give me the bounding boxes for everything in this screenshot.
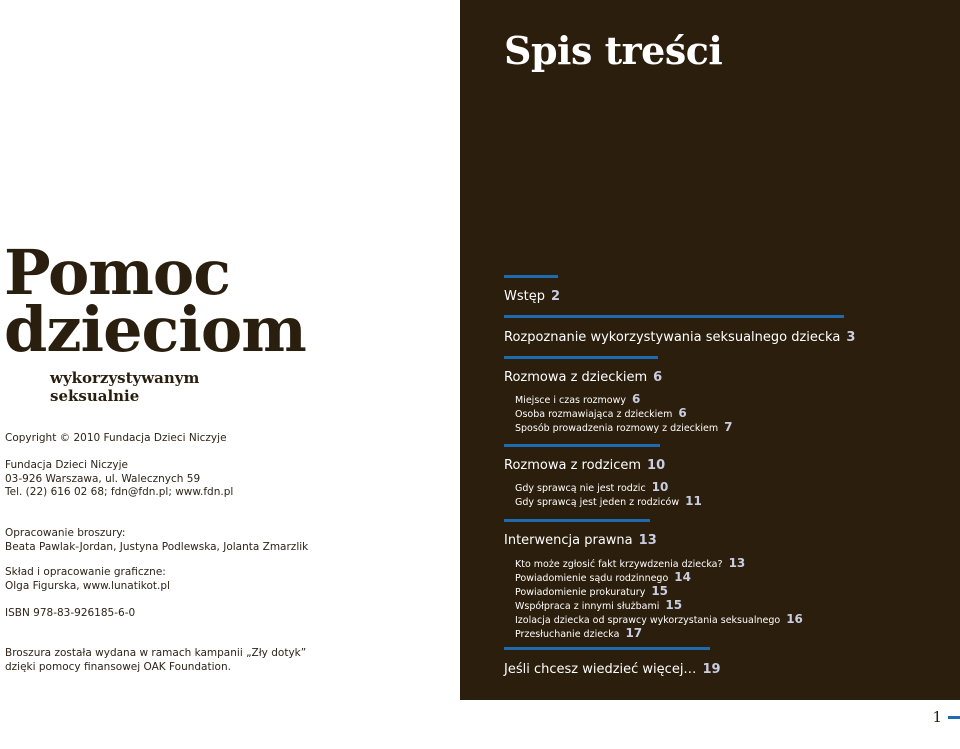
funding-line-2: dzięki pomocy finansowej OAK Foundation. xyxy=(5,660,231,673)
toc-entry-title: Jeśli chcesz wiedzieć więcej… xyxy=(504,662,697,677)
toc-subentry-page: 7 xyxy=(724,420,733,434)
authors-block xyxy=(5,527,308,554)
toc-subentry[interactable] xyxy=(515,392,640,406)
toc-subentry-page: 15 xyxy=(651,584,669,598)
section-rule xyxy=(504,519,650,522)
publisher-block xyxy=(5,459,233,500)
booklet-title xyxy=(4,236,306,366)
toc-entry-page: 10 xyxy=(647,458,666,473)
title-line-1: Pomoc xyxy=(4,236,231,309)
title-line-2: dzieciom xyxy=(4,293,306,366)
subtitle-line-2: seksualnie xyxy=(50,387,140,405)
toc-subentry-title: Izolacja dziecka od sprawcy wykorzystania seksualnego xyxy=(515,615,781,626)
toc-entry-rozmowa-z-dzieckiem[interactable] xyxy=(504,370,662,385)
toc-subentry-title: Powiadomienie prokuratury xyxy=(515,587,646,598)
copyright-line: Copyright © 2010 Fundacja Dzieci Niczyje xyxy=(5,432,227,444)
toc-subentry[interactable] xyxy=(515,556,745,570)
funding-line-1: Broszura została wydana w ramach kampanii „Zły dotyk” xyxy=(5,647,307,659)
booklet-subtitle xyxy=(50,369,199,405)
design-block xyxy=(5,566,170,593)
toc-entry-page: 6 xyxy=(653,370,663,385)
section-rule xyxy=(504,275,558,278)
toc-subentry-title: Współpraca z innymi służbami xyxy=(515,601,660,612)
toc-subentry-title: Miejsce i czas rozmowy xyxy=(515,395,626,406)
publisher-name: Fundacja Dzieci Niczyje xyxy=(5,459,128,471)
section-rule xyxy=(504,444,660,447)
toc-entry-page: 19 xyxy=(702,662,721,677)
toc-subentry[interactable] xyxy=(515,584,668,598)
toc-entry-page: 13 xyxy=(638,533,657,548)
section-rule xyxy=(504,356,658,359)
page-number: 1 xyxy=(932,708,942,726)
toc-entry-rozmowa-z-rodzicem[interactable] xyxy=(504,458,665,473)
toc-subentry-page: 6 xyxy=(678,406,687,420)
toc-entry-title: Interwencja prawna xyxy=(504,533,633,548)
design-credit: Olga Figurska, www.lunatikot.pl xyxy=(5,579,170,592)
toc-subentry-title: Osoba rozmawiająca z dzieckiem xyxy=(515,409,673,420)
toc-subentry[interactable] xyxy=(515,494,702,508)
toc-subentry-title: Przesłuchanie dziecka xyxy=(515,629,620,640)
toc-entry-rozpoznanie[interactable] xyxy=(504,330,855,345)
toc-subentry-page: 16 xyxy=(786,612,803,626)
publisher-contact: Tel. (22) 616 02 68; fdn@fdn.pl; www.fdn.pl xyxy=(5,486,234,498)
toc-subentry[interactable] xyxy=(515,598,682,612)
toc-subentry[interactable] xyxy=(515,570,691,584)
toc-subentry[interactable] xyxy=(515,612,803,626)
toc-entry-interwencja-prawna[interactable] xyxy=(504,533,657,548)
isbn-line: ISBN 978-83-926185-6-0 xyxy=(5,607,136,619)
page-number-rule xyxy=(948,716,960,719)
toc-subentry-page: 14 xyxy=(674,570,691,584)
authors-label: Opracowanie broszury: xyxy=(5,527,126,539)
funding-block xyxy=(5,647,306,674)
toc-page xyxy=(460,0,960,749)
toc-entry-wstep[interactable] xyxy=(504,289,560,304)
section-rule xyxy=(504,315,844,318)
toc-entry-jesli-chcesz[interactable] xyxy=(504,662,721,677)
footer-band xyxy=(460,700,960,749)
toc-subentry-page: 6 xyxy=(631,392,641,406)
authors-names: Beata Pawlak-Jordan, Justyna Podlewska, Jolanta Zmarzlik xyxy=(5,540,309,553)
toc-subentry-page: 10 xyxy=(651,480,669,494)
toc-subentry[interactable] xyxy=(515,406,687,420)
toc-subentry[interactable] xyxy=(515,626,642,640)
toc-subentry[interactable] xyxy=(515,480,668,494)
toc-entry-page: 3 xyxy=(846,330,856,345)
publisher-address: 03-926 Warszawa, ul. Walecznych 59 xyxy=(5,472,201,485)
toc-subentry-page: 11 xyxy=(685,494,702,508)
toc-heading: Spis treści xyxy=(504,28,723,73)
toc-subentry-title: Gdy sprawcą jest jeden z rodziców xyxy=(515,497,680,508)
toc-subentry-title: Kto może zgłosić fakt krzywdzenia dziecka? xyxy=(515,559,723,570)
toc-subentry-page: 17 xyxy=(625,626,643,640)
toc-entry-title: Rozmowa z rodzicem xyxy=(504,458,642,473)
toc-subentry-title: Sposób prowadzenia rozmowy z dzieckiem xyxy=(515,423,719,434)
section-rule xyxy=(504,647,710,650)
toc-entry-title: Rozpoznanie wykorzystywania seksualnego dziecka xyxy=(504,330,841,345)
toc-subentry-page: 15 xyxy=(665,598,683,612)
left-page xyxy=(0,0,460,749)
subtitle-line-1: wykorzystywanym xyxy=(50,369,200,387)
toc-subentry-title: Gdy sprawcą nie jest rodzic xyxy=(515,483,646,494)
toc-subentry[interactable] xyxy=(515,420,732,434)
design-label: Skład i opracowanie graficzne: xyxy=(5,566,166,578)
toc-entry-page: 2 xyxy=(550,289,561,304)
toc-subentry-title: Powiadomienie sądu rodzinnego xyxy=(515,573,669,584)
toc-subentry-page: 13 xyxy=(728,556,746,570)
toc-entry-title: Wstęp xyxy=(504,289,545,304)
toc-entry-title: Rozmowa z dzieckiem xyxy=(504,370,648,385)
